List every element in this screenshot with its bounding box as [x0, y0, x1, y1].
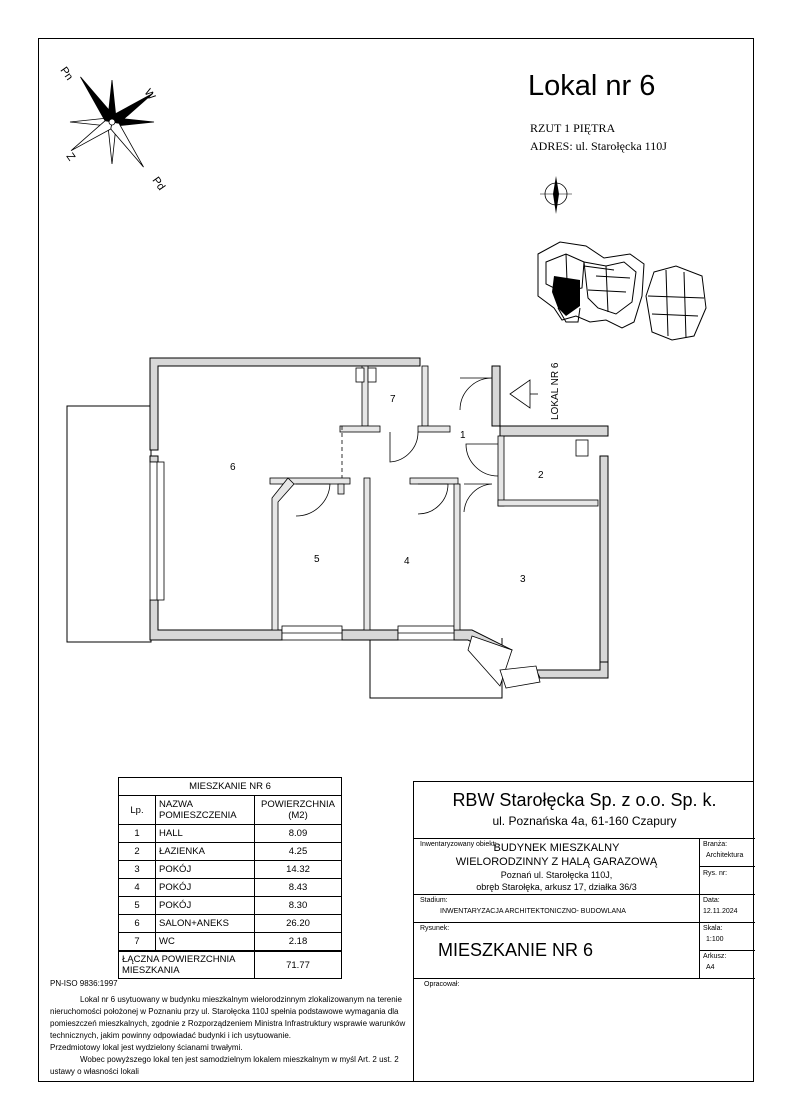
north-arrow-icon — [536, 174, 576, 218]
object-line-1: BUDYNEK MIESZKALNY — [493, 842, 620, 854]
notes-standard: PN-ISO 9836:1997 — [50, 979, 118, 988]
company-address: ul. Poznańska 4a, 61-160 Czapury — [492, 814, 677, 828]
branza-label: Branża: — [703, 841, 728, 848]
data-value: 12.11.2024 — [703, 908, 738, 915]
object-line-2: WIELORODZINNY Z HALĄ GARAZOWĄ — [455, 856, 658, 868]
row-lp: 5 — [119, 897, 156, 915]
compass-label-pd: Pd — [149, 174, 168, 193]
row-name: POKÓJ — [156, 861, 255, 879]
row-area: 2.18 — [255, 933, 342, 952]
row-lp: 7 — [119, 933, 156, 952]
compass-label-pn: Pn — [57, 64, 76, 83]
table-row — [119, 915, 342, 933]
row-lp: 4 — [119, 879, 156, 897]
row-area: 8.43 — [255, 879, 342, 897]
room-table-title: MIESZKANIE NR 6 — [119, 778, 342, 796]
address-subtitle: ADRES: ul. Starołęcka 110J — [530, 139, 667, 153]
page-title: Lokal nr 6 — [528, 70, 656, 102]
row-name: HALL — [156, 825, 255, 843]
skala-label: Skala: — [703, 925, 723, 932]
row-lp: 3 — [119, 861, 156, 879]
unit-label: LOKAL NR 6 — [550, 362, 561, 420]
row-name: POKÓJ — [156, 879, 255, 897]
table-row — [119, 879, 342, 897]
key-plan-diagram — [526, 236, 716, 348]
row-area: 14.32 — [255, 861, 342, 879]
row-area: 8.30 — [255, 897, 342, 915]
stadium-label: Stadium: — [420, 897, 448, 904]
room-number-3: 3 — [520, 574, 526, 585]
room-number-7: 7 — [390, 394, 396, 405]
table-row — [119, 897, 342, 915]
notes-paragraph-1: Lokal nr 6 usytuowany w budynku mieszkalnym wielorodzinnym zlokalizowanym na terenie nieruchomości położonej w Poznaniu przy ul. Starołęcka 110J spełnia podstawowe wymagania dla pomieszczeń mieszkalnych, zgodnie z Rozporządzeniem Ministra Infrastruktury wsprawie warunków technicznych, jakim powinny odpowiadać budynki i ich usytuowanie. — [50, 995, 406, 1040]
arkusz-value: A4 — [706, 964, 715, 971]
table-row — [119, 933, 342, 952]
row-name: SALON+ANEKS — [156, 915, 255, 933]
object-line-4: obręb Starołęka, arkusz 17, działka 36/3 — [476, 882, 637, 892]
table-row — [119, 825, 342, 843]
row-lp: 1 — [119, 825, 156, 843]
rys-label: Rys. nr: — [703, 870, 728, 877]
header-area: POWIERZCHNIA (M2) — [255, 796, 342, 825]
title-block — [413, 781, 754, 1082]
company-name: RBW Starołęcka Sp. z o.o. Sp. k. — [452, 790, 717, 810]
opracowal-label: Opracował: — [424, 981, 460, 988]
room-number-4: 4 — [404, 556, 410, 567]
branza-value: Architektura — [706, 852, 744, 859]
notes — [50, 978, 406, 1078]
row-lp: 2 — [119, 843, 156, 861]
arkusz-label: Arkusz: — [703, 953, 727, 960]
header-name: NAZWA POMIESZCZENIA — [156, 796, 255, 825]
row-name: ŁAZIENKA — [156, 843, 255, 861]
notes-paragraph-3: Wobec powyższego lokal ten jest samodzielnym lokalem mieszkalnym w myśl Art. 2 ust. 2 ustawy o własności lokali — [50, 1055, 399, 1076]
compass-rose-icon — [52, 52, 172, 202]
table-row — [119, 861, 342, 879]
object-label: Inwentaryzowany obiekt: — [420, 841, 497, 848]
room-number-1: 1 — [460, 430, 466, 441]
data-label: Data: — [703, 897, 720, 904]
row-name: WC — [156, 933, 255, 952]
row-area: 8.09 — [255, 825, 342, 843]
row-lp: 6 — [119, 915, 156, 933]
total-value: 71.77 — [255, 951, 342, 979]
stadium-value: INWENTARYZACJA ARCHITEKTONICZNO- BUDOWLANA — [440, 908, 626, 915]
floor-subtitle: RZUT 1 PIĘTRA — [530, 121, 616, 135]
row-area: 26.20 — [255, 915, 342, 933]
room-number-2: 2 — [538, 470, 544, 481]
room-number-5: 5 — [314, 554, 320, 565]
total-row — [119, 951, 342, 979]
rysunek-label: Rysunek: — [420, 925, 450, 932]
compass-label-w: W — [141, 86, 158, 103]
floor-plan — [60, 350, 620, 710]
skala-value: 1:100 — [706, 936, 724, 943]
object-line-3: Poznań ul. Starołęcka 110J, — [500, 870, 613, 880]
notes-paragraph-2: Przedmiotowy lokal jest wydzielony ścianami trwałymi. — [50, 1043, 243, 1052]
row-name: POKÓJ — [156, 897, 255, 915]
room-table — [118, 777, 342, 979]
row-area: 4.25 — [255, 843, 342, 861]
room-number-6: 6 — [230, 462, 236, 473]
rysunek-value: MIESZKANIE NR 6 — [438, 940, 594, 960]
compass-label-z: Z — [63, 150, 78, 164]
total-label: ŁĄCZNA POWIERZCHNIA MIESZKANIA — [119, 951, 255, 979]
table-row — [119, 843, 342, 861]
header-lp: Lp. — [119, 796, 156, 825]
